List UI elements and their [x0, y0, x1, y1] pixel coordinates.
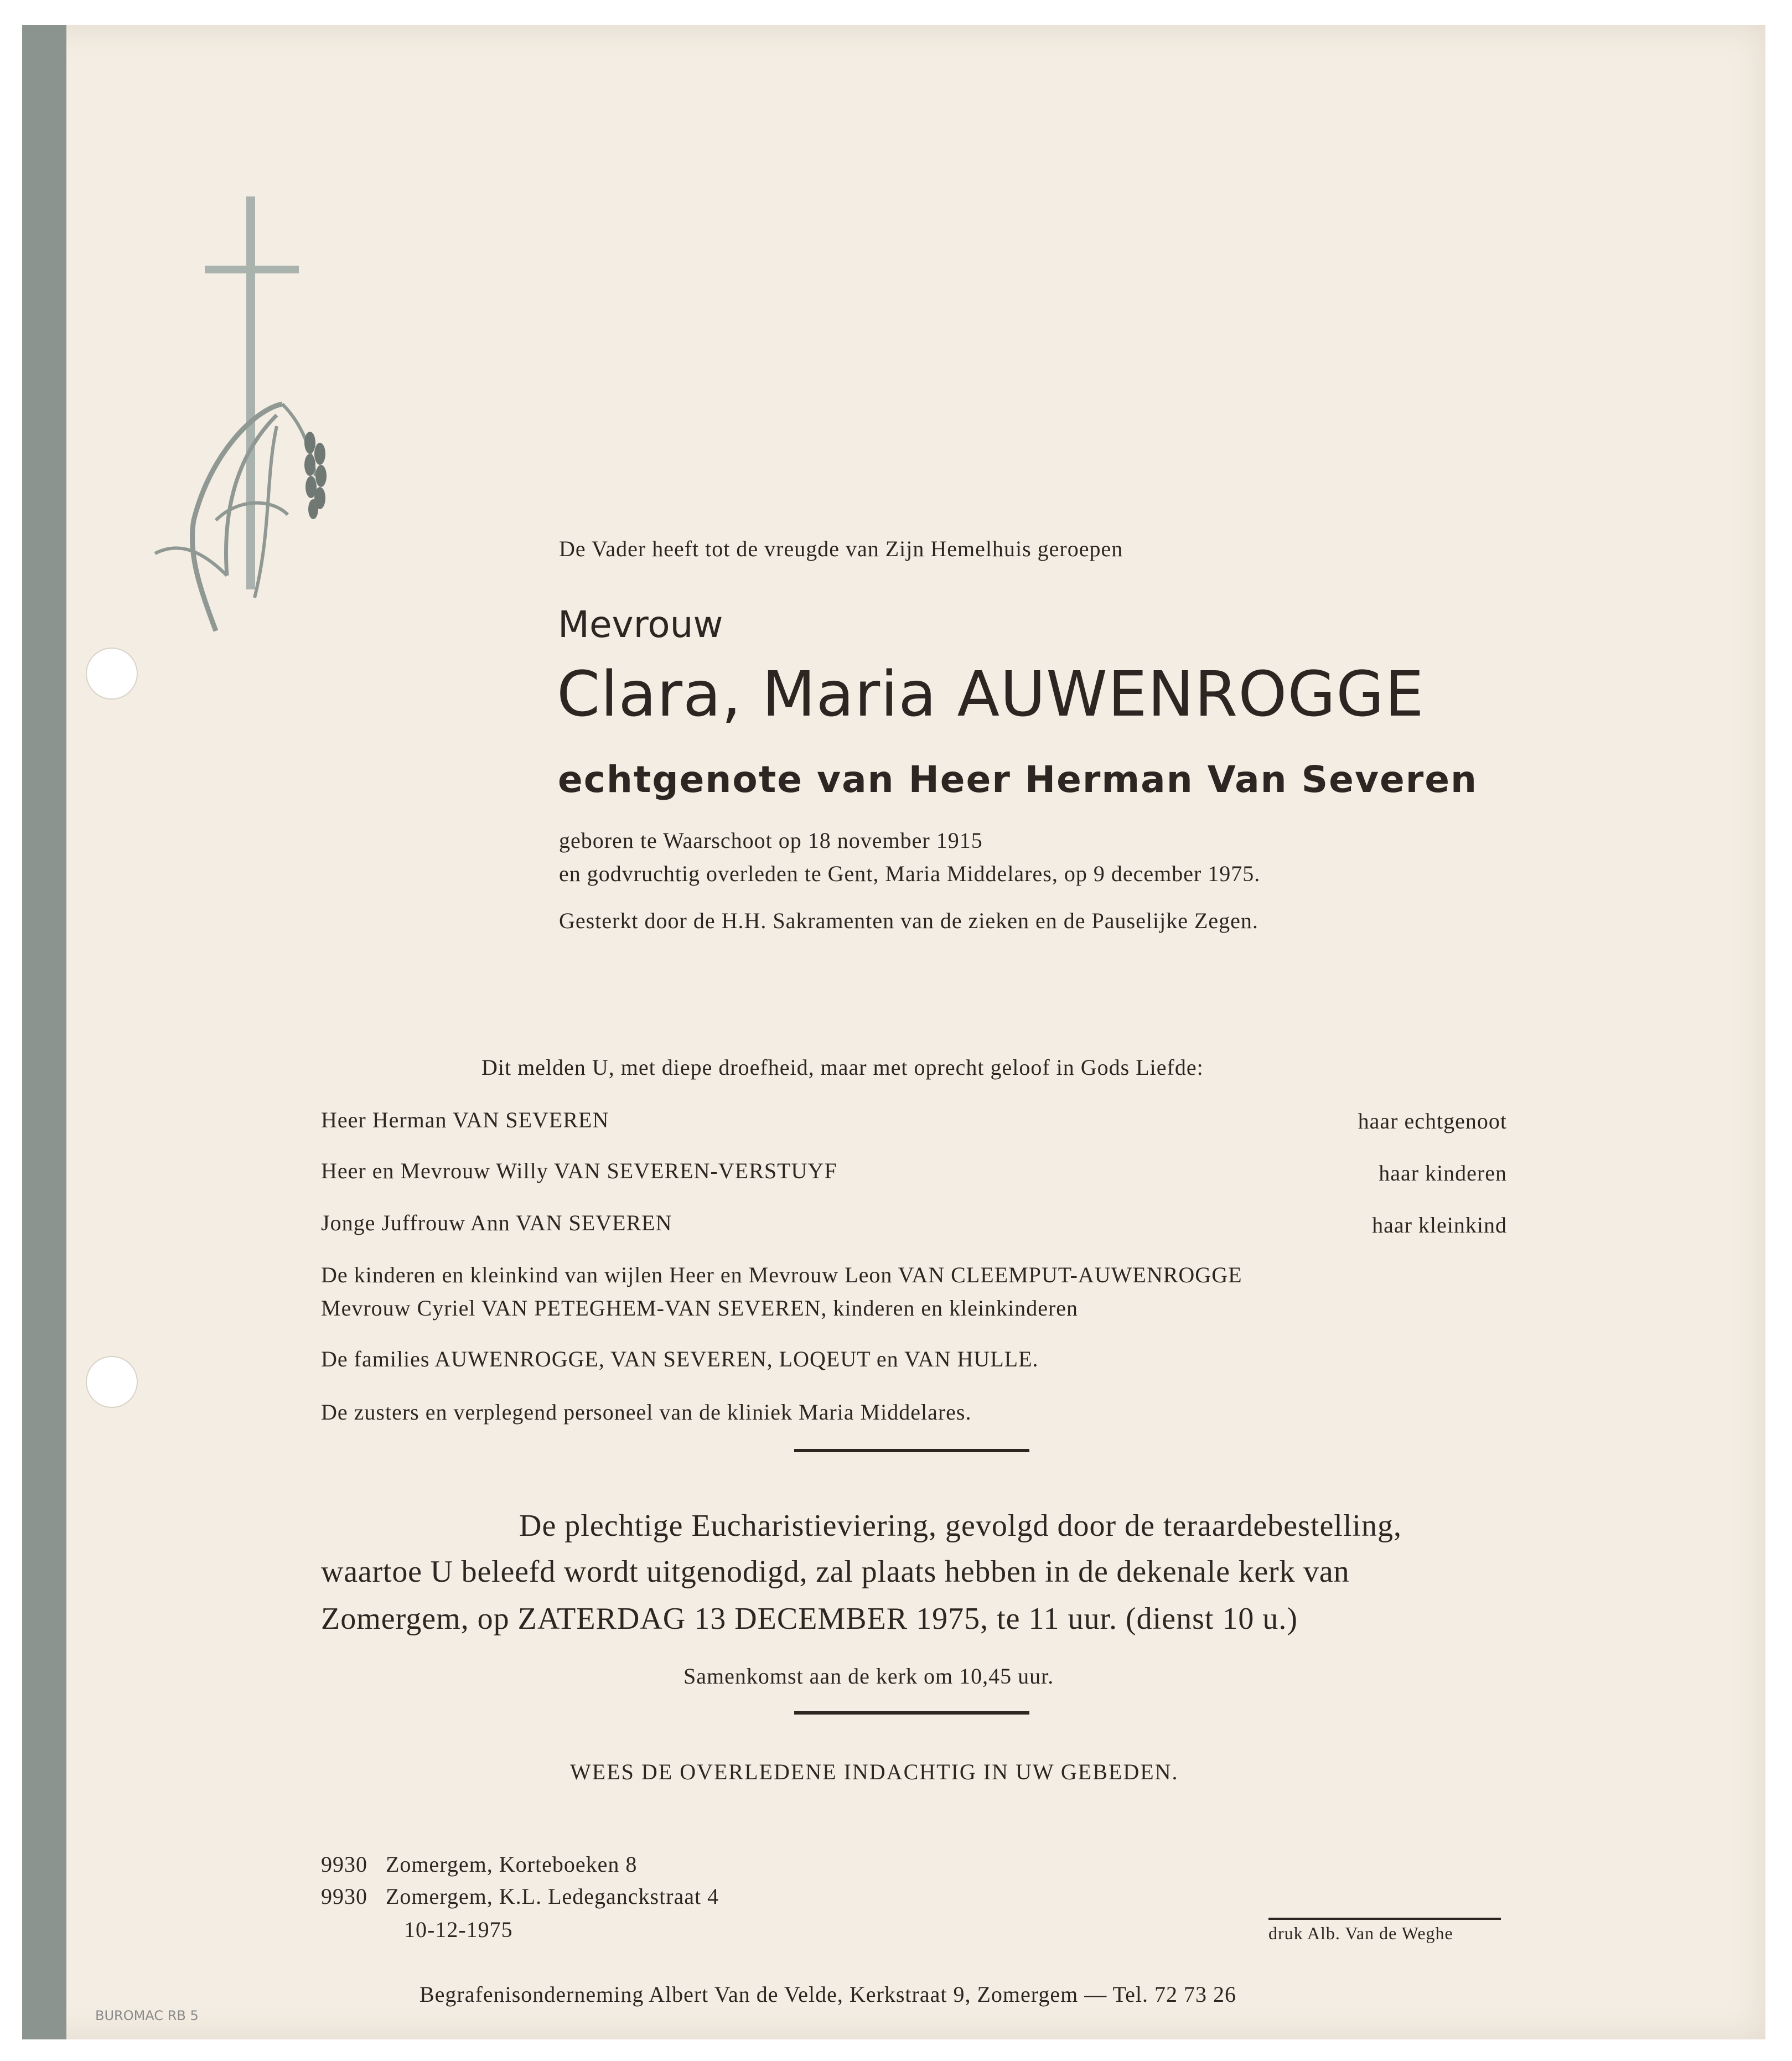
mourner-relation: haar kleinkind — [1372, 1213, 1507, 1237]
date-line: 10-12-1975 — [404, 1917, 513, 1942]
punch-hole-top — [86, 648, 138, 700]
meeting-line: Samenkomst aan de kerk om 10,45 uur. — [683, 1664, 1054, 1689]
deceased-name: Clara, Maria AUWENROGGE — [557, 659, 1425, 731]
death-line: en godvruchtig overleden te Gent, Maria Middelares, op 9 december 1975. — [559, 861, 1261, 886]
intro-line: De Vader heeft tot de vreugde van Zijn Hemelhuis geroepen — [559, 536, 1123, 561]
family-line: De families AUWENROGGE, VAN SEVEREN, LOQEUT en VAN HULLE. — [321, 1347, 1039, 1371]
mourner-relation: haar echtgenoot — [1358, 1109, 1507, 1133]
family-line: De zusters en verplegend personeel van de kliniek Maria Middelares. — [321, 1400, 972, 1425]
announce-line: Dit melden U, met diepe droefheid, maar met oprecht geloof in Gods Liefde: — [481, 1055, 1204, 1080]
ceremony-line: waartoe U beleefd wordt uitgenodigd, zal plaats hebben in de dekenale kerk van — [321, 1555, 1350, 1589]
punch-hole-bottom — [86, 1356, 138, 1408]
mourner-relation: haar kinderen — [1379, 1161, 1507, 1185]
birth-line: geboren te Waarschoot op 18 november 1915 — [559, 828, 983, 853]
address-line: 9930 Zomergem, K.L. Ledeganckstraat 4 — [321, 1884, 719, 1909]
printer-credit: druk Alb. Van de Weghe — [1268, 1923, 1453, 1943]
binding-strip — [22, 25, 66, 2039]
remember-line: WEES DE OVERLEDENE INDACHTIG IN UW GEBEDEN. — [570, 1759, 1179, 1784]
address-line: 9930 Zomergem, Korteboeken 8 — [321, 1852, 638, 1877]
ceremony-line: De plechtige Eucharistieviering, gevolgd door de teraardebestelling, — [519, 1509, 1402, 1543]
mourner-name: Jonge Juffrouw Ann VAN SEVEREN — [321, 1210, 672, 1235]
family-line: De kinderen en kleinkind van wijlen Heer en Mevrouw Leon VAN CLEEMPUT-AUWENROGGE — [321, 1262, 1242, 1287]
undertaker-line: Begrafenisonderneming Albert Van de Velde, Kerkstraat 9, Zomergem — Tel. 72 73 26 — [419, 1982, 1237, 2007]
divider — [794, 1711, 1029, 1715]
ceremony-line: Zomergem, op ZATERDAG 13 DECEMBER 1975, te 11 uur. (dienst 10 u.) — [321, 1602, 1298, 1636]
mourner-name: Heer en Mevrouw Willy VAN SEVEREN-VERSTUYF — [321, 1158, 837, 1183]
sacraments-line: Gesterkt door de H.H. Sakramenten van de zieken en de Pauselijke Zegen. — [559, 908, 1258, 933]
mourner-name: Heer Herman VAN SEVEREN — [321, 1107, 609, 1132]
family-line: Mevrouw Cyriel VAN PETEGHEM-VAN SEVEREN, kinderen en kleinkinderen — [321, 1296, 1079, 1321]
cross-wheat-icon — [144, 188, 365, 642]
printer-rule — [1268, 1918, 1501, 1920]
form-code: BUROMAC RB 5 — [95, 2008, 199, 2023]
divider — [794, 1449, 1029, 1452]
salutation: Mevrouw — [558, 603, 723, 646]
spouse-line: echtgenote van Heer Herman Van Severen — [558, 758, 1478, 801]
